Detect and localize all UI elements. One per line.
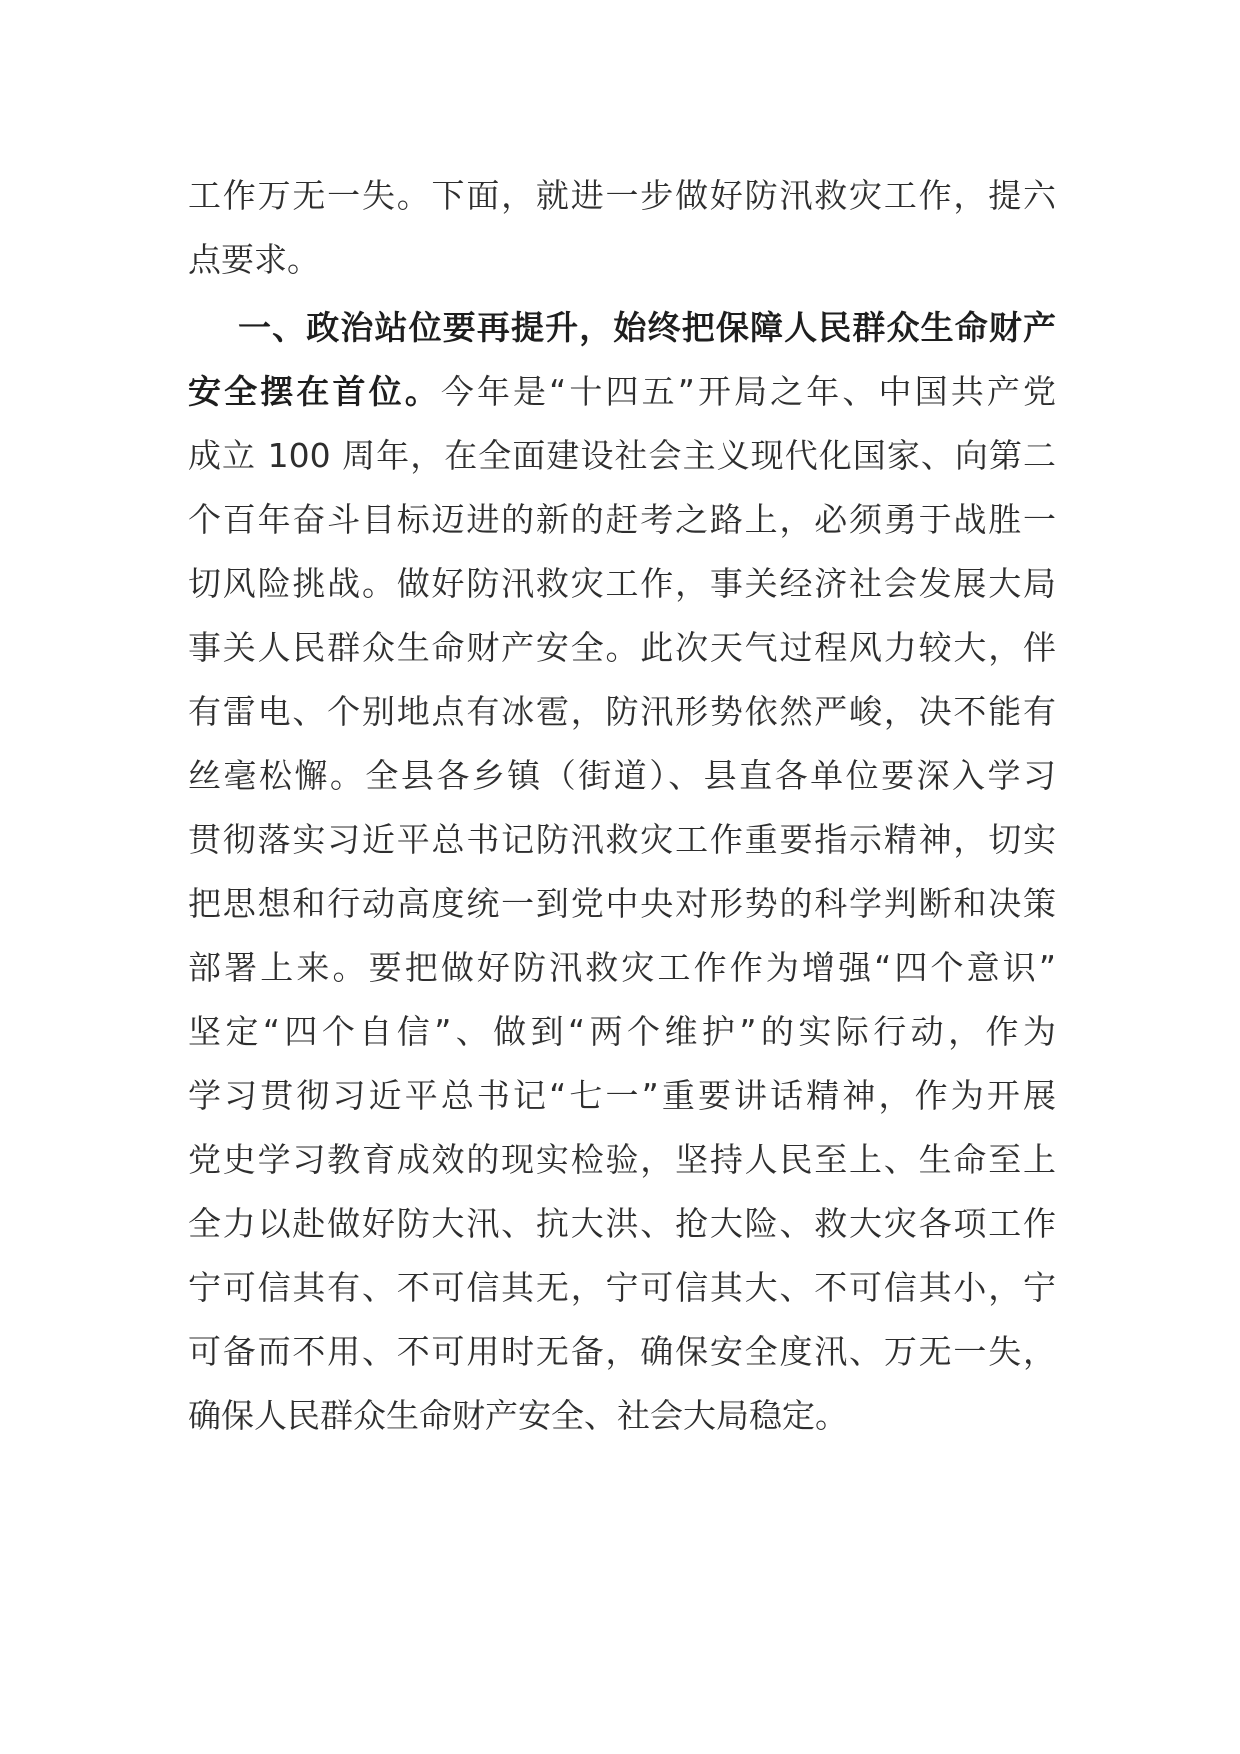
text-line: 学习贯彻习近平总书记“七一”重要讲话精神，作为开展 <box>188 1076 1056 1115</box>
paragraph-intro <box>188 164 1056 292</box>
text-line: 事关人民群众生命财产安全。此次天气过程风力较大，伴 <box>188 628 1056 667</box>
text-line: 有雷电、个别地点有冰雹，防汛形势依然严峻，决不能有 <box>188 692 1056 731</box>
text-line: 丝毫松懈。全县各乡镇（街道）、县直各单位要深入学习 <box>188 756 1056 795</box>
text-line: 切风险挑战。做好防汛救灾工作，事关经济社会发展大局 <box>188 564 1056 603</box>
text-line <box>188 360 1056 424</box>
text-line: 确保人民群众生命财产安全、社会大局稳定。 <box>188 1396 848 1435</box>
text-line: 宁可信其有、不可信其无，宁可信其大、不可信其小，宁 <box>188 1268 1056 1307</box>
section-body-start: 今年是“十四五”开局之年、中国共产党 <box>440 372 1057 411</box>
text-line: 把思想和行动高度统一到党中央对形势的科学判断和决策 <box>188 884 1056 923</box>
paragraph-section-one <box>188 296 1056 1448</box>
text-line: 成立 100 周年，在全面建设社会主义现代化国家、向第二 <box>188 436 1056 475</box>
text-line: 点要求。 <box>188 240 320 279</box>
text-line: 全力以赴做好防大汛、抗大洪、抢大险、救大灾各项工作 <box>188 1204 1056 1243</box>
text-line: 党史学习教育成效的现实检验，坚持人民至上、生命至上 <box>188 1140 1056 1179</box>
text-line: 贯彻落实习近平总书记防汛救灾工作重要指示精神，切实 <box>188 820 1056 859</box>
text-line: 个百年奋斗目标迈进的新的赶考之路上，必须勇于战胜一 <box>188 500 1056 539</box>
text-line: 工作万无一失。下面，就进一步做好防汛救灾工作，提六 <box>188 176 1056 215</box>
text-line: 部署上来。要把做好防汛救灾工作作为增强“四个意识” <box>188 948 1056 987</box>
text-line: 可备而不用、不可用时无备，确保安全度汛、万无一失， <box>188 1332 1056 1371</box>
section-heading-continuation: 安全摆在首位。 <box>188 372 441 411</box>
text-line: 坚定“四个自信”、做到“两个维护”的实际行动，作为 <box>188 1012 1056 1051</box>
section-heading: 一、政治站位要再提升，始终把保障人民群众生命财产 <box>238 308 1056 347</box>
